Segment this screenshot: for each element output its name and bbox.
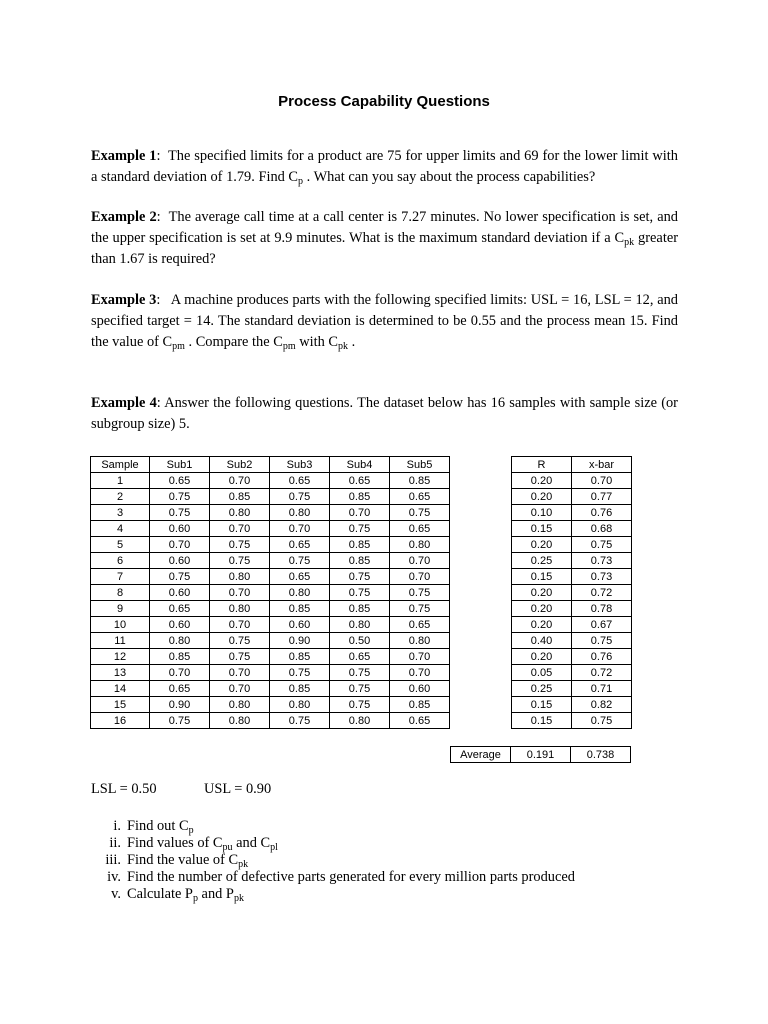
table-cell: 0.25 xyxy=(512,553,572,569)
table-row xyxy=(91,601,450,617)
example-2 xyxy=(91,207,682,270)
table-cell: 0.80 xyxy=(390,633,450,649)
table-cell: 0.78 xyxy=(572,601,632,617)
table-cell: 0.70 xyxy=(150,665,210,681)
table-cell: 0.82 xyxy=(572,697,632,713)
table-cell: 0.80 xyxy=(210,713,270,729)
table-cell: 0.73 xyxy=(572,569,632,585)
list-item xyxy=(91,818,575,835)
list-item xyxy=(91,835,575,852)
example-2-sep: : xyxy=(156,209,161,225)
question-text xyxy=(127,835,278,852)
table-cell: 0.75 xyxy=(150,713,210,729)
table-cell: 0.85 xyxy=(390,473,450,489)
table-cell: 0.75 xyxy=(270,713,330,729)
table-cell: 0.85 xyxy=(330,537,390,553)
table-cell: 0.60 xyxy=(390,681,450,697)
table-cell: 0.75 xyxy=(270,489,330,505)
question-number: v. xyxy=(111,886,121,902)
usl-value: USL = 0.90 xyxy=(204,781,272,797)
question-number: i. xyxy=(113,818,121,834)
list-item xyxy=(91,886,575,903)
table-cell: 0.75 xyxy=(150,505,210,521)
table-cell: 0.60 xyxy=(150,553,210,569)
table-row xyxy=(91,713,450,729)
column-header: x-bar xyxy=(572,457,632,473)
table-cell: 0.80 xyxy=(270,585,330,601)
table-cell: 0.65 xyxy=(270,569,330,585)
table-cell: 5 xyxy=(91,537,150,553)
table-cell: 0.70 xyxy=(390,553,450,569)
table-cell: 0.75 xyxy=(270,665,330,681)
table-row xyxy=(91,505,450,521)
table-cell: 2 xyxy=(91,489,150,505)
table-cell: 0.60 xyxy=(150,617,210,633)
table-cell: 0.15 xyxy=(512,697,572,713)
question-text: Find the value of C xyxy=(127,852,239,868)
table-cell: 0.75 xyxy=(390,601,450,617)
example-3-sep: : xyxy=(156,292,161,308)
table-row xyxy=(512,633,632,649)
average-row xyxy=(451,747,631,763)
table-cell: 0.20 xyxy=(512,537,572,553)
table-cell: 0.10 xyxy=(512,505,572,521)
question-text: Find values of C xyxy=(127,835,223,851)
table-cell: 0.70 xyxy=(390,649,450,665)
table-cell: 0.75 xyxy=(210,633,270,649)
table-cell: 0.70 xyxy=(390,569,450,585)
question-number: ii. xyxy=(109,835,121,851)
question-text: Calculate P xyxy=(127,886,193,902)
table-cell: 0.65 xyxy=(390,489,450,505)
table-cell: 0.25 xyxy=(512,681,572,697)
question-sub2: pl xyxy=(270,842,278,853)
table-cell: 0.75 xyxy=(572,713,632,729)
example-1-sub: p xyxy=(298,176,304,187)
example-1-text2: . What can you say about the process capabilities? xyxy=(303,169,596,185)
table-row xyxy=(91,649,450,665)
table-row xyxy=(512,585,632,601)
table-cell: 10 xyxy=(91,617,150,633)
table-row xyxy=(91,633,450,649)
example-3-sub2: pm xyxy=(282,341,296,352)
table-cell: 0.80 xyxy=(210,505,270,521)
table-cell: 0.85 xyxy=(390,697,450,713)
table-cell: 0.65 xyxy=(330,649,390,665)
table-row xyxy=(512,665,632,681)
table-row xyxy=(91,617,450,633)
table-cell: 0.20 xyxy=(512,585,572,601)
example-3-label: Example 3 xyxy=(91,292,157,308)
table-cell: 0.70 xyxy=(210,585,270,601)
table-cell: 0.70 xyxy=(572,473,632,489)
table-cell: 0.80 xyxy=(390,537,450,553)
table-cell: 0.90 xyxy=(270,633,330,649)
table-cell: 0.80 xyxy=(150,633,210,649)
table-row xyxy=(512,537,632,553)
table-cell: 0.70 xyxy=(210,473,270,489)
column-header: Sub2 xyxy=(210,457,270,473)
table-cell: 0.80 xyxy=(210,697,270,713)
table-cell: 0.15 xyxy=(512,569,572,585)
table-row xyxy=(512,681,632,697)
table-cell: 0.85 xyxy=(330,489,390,505)
table-row xyxy=(91,521,450,537)
table-row xyxy=(512,649,632,665)
table-cell: 0.70 xyxy=(210,665,270,681)
table-cell: 12 xyxy=(91,649,150,665)
table-cell: 0.80 xyxy=(210,569,270,585)
table-cell: 1 xyxy=(91,473,150,489)
table-header-row xyxy=(512,457,632,473)
example-2-label: Example 2 xyxy=(91,209,157,225)
table-cell: 0.71 xyxy=(572,681,632,697)
question-text: Find the number of defective parts generated for every million parts produced xyxy=(127,869,575,885)
table-cell: 0.20 xyxy=(512,473,572,489)
table-cell: 0.80 xyxy=(210,601,270,617)
example-1-label: Example 1 xyxy=(91,148,157,164)
table-cell: 0.75 xyxy=(210,553,270,569)
table-cell: 4 xyxy=(91,521,150,537)
table-cell: 0.85 xyxy=(270,649,330,665)
table-row xyxy=(91,697,450,713)
question-text xyxy=(127,869,575,886)
table-cell: 0.75 xyxy=(330,697,390,713)
example-3-text2: . Compare the C xyxy=(184,334,283,350)
table-cell: 0.75 xyxy=(572,633,632,649)
table-cell: 0.75 xyxy=(330,569,390,585)
table-cell: 0.76 xyxy=(572,505,632,521)
table-cell: 0.65 xyxy=(150,601,210,617)
table-cell: 0.05 xyxy=(512,665,572,681)
example-3-text3: with C xyxy=(295,334,338,350)
table-cell: 0.75 xyxy=(390,505,450,521)
table-row xyxy=(512,617,632,633)
table-row xyxy=(91,585,450,601)
question-sub2: pk xyxy=(233,893,244,904)
table-cell: 0.72 xyxy=(572,665,632,681)
example-1-text: The specified limits for a product are 75 for upper limits and 69 for the lower limit with a standard deviation of 1.79. Find C xyxy=(91,148,682,185)
table-cell: 0.75 xyxy=(330,521,390,537)
table-cell: 0.90 xyxy=(150,697,210,713)
table-row xyxy=(91,681,450,697)
table-cell: 0.70 xyxy=(270,521,330,537)
example-3-sub3: pk xyxy=(338,341,348,352)
table-cell: 0.65 xyxy=(390,521,450,537)
question-text2: and C xyxy=(232,835,271,851)
table-row xyxy=(512,697,632,713)
table-cell: 7 xyxy=(91,569,150,585)
table-cell: 6 xyxy=(91,553,150,569)
table-cell: 16 xyxy=(91,713,150,729)
question-text xyxy=(127,818,194,835)
example-2-text2: greater than 1.67 is required? xyxy=(91,230,678,267)
question-sub: p xyxy=(188,825,194,836)
table-cell: 0.76 xyxy=(572,649,632,665)
table-cell: 0.65 xyxy=(150,473,210,489)
table-cell: 0.80 xyxy=(270,505,330,521)
table-cell: 0.65 xyxy=(390,713,450,729)
example-4-sep: : xyxy=(156,395,161,411)
table-cell: 0.72 xyxy=(572,585,632,601)
average-label: Average xyxy=(451,747,511,763)
table-row xyxy=(512,569,632,585)
question-list xyxy=(91,818,575,903)
table-cell: 0.75 xyxy=(390,585,450,601)
page-title: Process Capability Questions xyxy=(278,93,490,110)
table-cell: 0.65 xyxy=(270,473,330,489)
table-cell: 0.70 xyxy=(150,537,210,553)
table-cell: 0.80 xyxy=(330,713,390,729)
table-cell: 0.70 xyxy=(210,617,270,633)
example-4-label: Example 4 xyxy=(91,395,157,411)
table-row xyxy=(512,505,632,521)
table-cell: 3 xyxy=(91,505,150,521)
example-1 xyxy=(91,146,682,188)
average-r: 0.191 xyxy=(511,747,571,763)
range-mean-table xyxy=(511,456,632,729)
table-row xyxy=(512,553,632,569)
table-cell: 0.85 xyxy=(210,489,270,505)
table-cell: 8 xyxy=(91,585,150,601)
question-sub: pk xyxy=(238,859,249,870)
question-sub: p xyxy=(192,893,198,904)
table-cell: 0.60 xyxy=(270,617,330,633)
table-row xyxy=(512,601,632,617)
table-cell: 0.75 xyxy=(572,537,632,553)
table-cell: 0.70 xyxy=(330,505,390,521)
table-cell: 0.20 xyxy=(512,617,572,633)
table-cell: 0.65 xyxy=(270,537,330,553)
example-2-sub: pk xyxy=(624,237,635,248)
lsl-value: LSL = 0.50 xyxy=(91,781,157,797)
table-row xyxy=(91,537,450,553)
table-cell: 0.15 xyxy=(512,521,572,537)
table-row xyxy=(512,521,632,537)
table-cell: 0.80 xyxy=(330,617,390,633)
table-cell: 0.50 xyxy=(330,633,390,649)
table-cell: 0.70 xyxy=(210,521,270,537)
table-cell: 0.40 xyxy=(512,633,572,649)
sample-data-table xyxy=(90,456,450,729)
question-text xyxy=(127,886,244,903)
table-cell: 0.70 xyxy=(210,681,270,697)
table-cell: 14 xyxy=(91,681,150,697)
question-text2: and P xyxy=(197,886,234,902)
table-cell: 0.75 xyxy=(330,585,390,601)
table-cell: 0.75 xyxy=(330,665,390,681)
example-3-text: A machine produces parts with the following specified limits: USL = 16, LSL = 12, and specified target = 14. The standard deviation is determined to be 0.55 and the process mean 15. Find the value of C xyxy=(91,292,682,350)
table-cell: 0.85 xyxy=(150,649,210,665)
table-cell: 0.85 xyxy=(270,681,330,697)
table-cell: 15 xyxy=(91,697,150,713)
question-text: Find out C xyxy=(127,818,189,834)
column-header: Sub4 xyxy=(330,457,390,473)
table-cell: 0.20 xyxy=(512,601,572,617)
example-3-sub1: pm xyxy=(172,341,185,352)
list-item xyxy=(91,869,575,886)
table-cell: 11 xyxy=(91,633,150,649)
question-number: iii. xyxy=(105,852,121,868)
example-4-text: Answer the following questions. The dataset below has 16 samples with sample size (or subgroup size) 5. xyxy=(91,395,682,432)
table-row xyxy=(512,489,632,505)
example-2-text: The average call time at a call center is 7.27 minutes. No lower specification is set, and the upper specification is set at 9.9 minutes. What is the maximum standard deviation if a C xyxy=(91,209,682,246)
question-sub: pu xyxy=(222,842,233,853)
table-cell: 0.75 xyxy=(210,537,270,553)
question-number: iv. xyxy=(107,869,121,885)
table-cell: 0.85 xyxy=(330,601,390,617)
column-header: Sample xyxy=(91,457,150,473)
table-cell: 0.60 xyxy=(150,521,210,537)
table-cell: 0.65 xyxy=(150,681,210,697)
table-cell: 0.75 xyxy=(150,569,210,585)
example-1-sep: : xyxy=(156,148,161,164)
table-cell: 0.15 xyxy=(512,713,572,729)
column-header: Sub1 xyxy=(150,457,210,473)
table-cell: 0.65 xyxy=(390,617,450,633)
table-cell: 0.80 xyxy=(270,697,330,713)
table-cell: 0.75 xyxy=(210,649,270,665)
table-cell: 0.85 xyxy=(330,553,390,569)
table-cell: 0.75 xyxy=(150,489,210,505)
column-header: Sub5 xyxy=(390,457,450,473)
table-row xyxy=(91,489,450,505)
question-text xyxy=(127,852,248,869)
table-cell: 0.65 xyxy=(330,473,390,489)
average-xbar: 0.738 xyxy=(571,747,631,763)
table-cell: 9 xyxy=(91,601,150,617)
table-cell: 0.75 xyxy=(330,681,390,697)
table-row xyxy=(91,665,450,681)
table-row xyxy=(512,713,632,729)
table-row xyxy=(91,569,450,585)
table-cell: 0.77 xyxy=(572,489,632,505)
table-cell: 0.70 xyxy=(390,665,450,681)
table-cell: 0.20 xyxy=(512,649,572,665)
table-cell: 0.20 xyxy=(512,489,572,505)
example-3-text4: . xyxy=(348,334,356,350)
table-cell: 0.67 xyxy=(572,617,632,633)
list-item xyxy=(91,852,575,869)
table-row xyxy=(91,473,450,489)
spec-limits xyxy=(91,781,271,798)
column-header: R xyxy=(512,457,572,473)
table-row xyxy=(91,553,450,569)
table-cell: 0.73 xyxy=(572,553,632,569)
column-header: Sub3 xyxy=(270,457,330,473)
table-header-row xyxy=(91,457,450,473)
table-cell: 0.60 xyxy=(150,585,210,601)
table-cell: 0.75 xyxy=(270,553,330,569)
example-4 xyxy=(91,393,682,435)
example-3 xyxy=(91,290,682,353)
table-cell: 0.68 xyxy=(572,521,632,537)
table-cell: 0.85 xyxy=(270,601,330,617)
table-row xyxy=(512,473,632,489)
average-table xyxy=(450,746,631,763)
table-cell: 13 xyxy=(91,665,150,681)
